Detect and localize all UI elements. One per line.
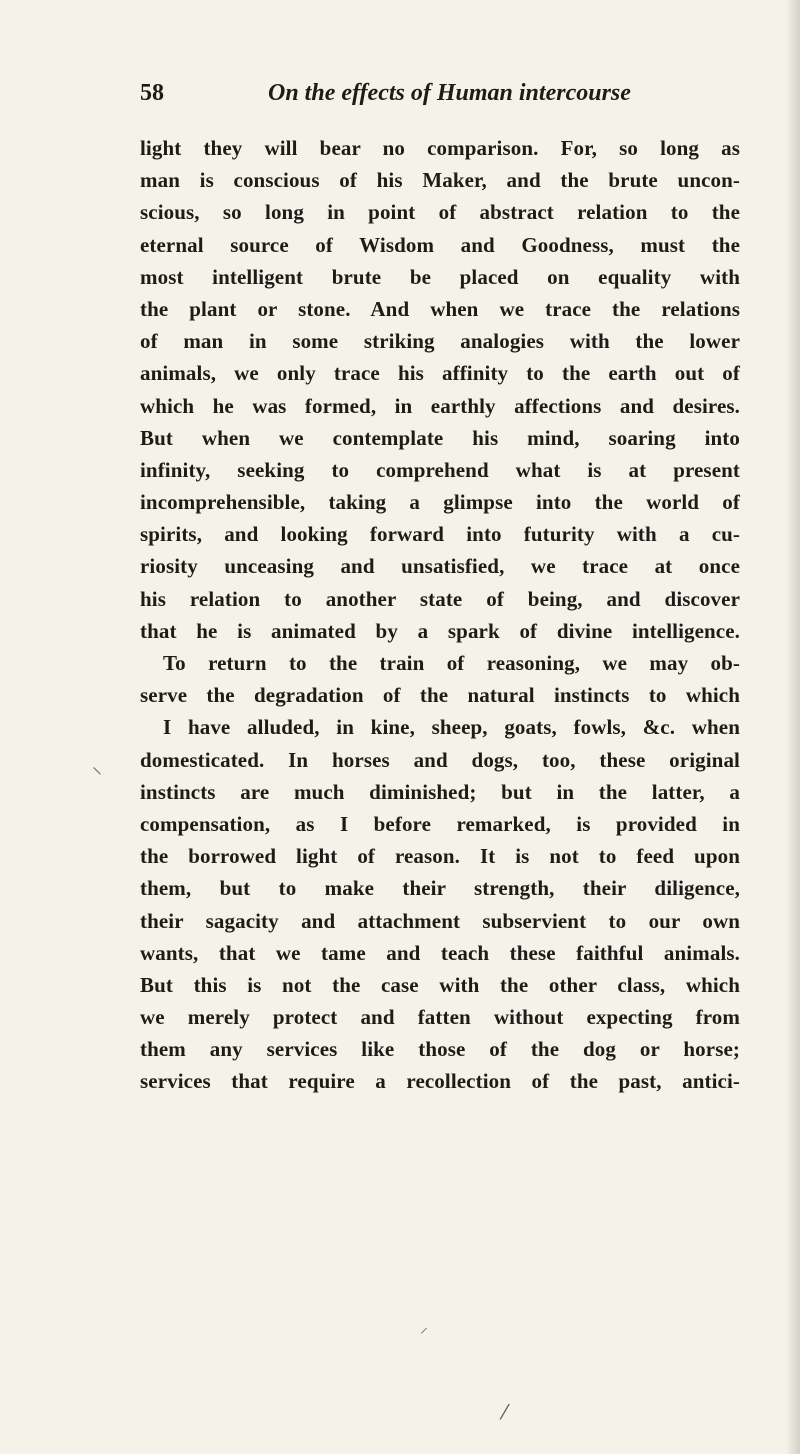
text-line: domesticated. In horses and dogs, too, these original (140, 747, 740, 772)
text-line: the borrowed light of reason. It is not to feed upon (140, 844, 740, 869)
text-line: their sagacity and attachment subservient to our own (140, 908, 740, 933)
text-line: riosity unceasing and unsatisfied, we trace at once (140, 554, 740, 579)
ink-speck-mark: ⁄ (503, 1400, 507, 1424)
text-line: animals, we only trace his affinity to the earth out of (140, 361, 740, 386)
text-line: the plant or stone. And when we trace the relations (140, 296, 740, 321)
text-line: man is conscious of his Maker, and the brute uncon- (140, 168, 740, 193)
text-line: infinity, seeking to comprehend what is at present (140, 457, 740, 482)
text-line: of man in some striking analogies with the lower (140, 329, 740, 354)
text-line: To return to the train of reasoning, we may ob- (163, 651, 740, 675)
text-line: instincts are much diminished; but in the latter, a (140, 779, 740, 804)
text-line: wants, that we tame and teach these faithful animals. (140, 940, 740, 965)
text-line: services that require a recollection of the past, antici- (140, 1069, 740, 1094)
page-number: 58 (140, 80, 164, 106)
text-line: them, but to make their strength, their diligence, (140, 876, 740, 901)
text-line: I have alluded, in kine, sheep, goats, fowls, &c. when (163, 715, 740, 740)
text-line: incomprehensible, taking a glimpse into the world of (140, 490, 740, 515)
text-line: them any services like those of the dog or horse; (140, 1037, 740, 1062)
page-header (140, 78, 740, 118)
text-line: which he was formed, in earthly affections and desires. (140, 393, 740, 418)
text-line: But this is not the case with the other class, which (140, 972, 740, 997)
text-line: most intelligent brute be placed on equality with (140, 264, 740, 289)
text-line: light they will bear no comparison. For, so long as (140, 136, 740, 160)
text-line: serve the degradation of the natural instincts to which (140, 683, 740, 708)
running-title: On the effects of Human intercourse (268, 80, 631, 106)
text-line: eternal source of Wisdom and Goodness, must the (140, 232, 740, 257)
text-line: that he is animated by a spark of divine intelligence. (140, 618, 740, 643)
text-line: spirits, and looking forward into futurity with a cu- (140, 522, 740, 547)
text-line: compensation, as I before remarked, is provided in (140, 811, 740, 836)
text-line: But when we contemplate his mind, soaring into (140, 425, 740, 450)
body-text (140, 132, 740, 1098)
ink-speck-mark: ⸜ (92, 754, 102, 778)
page-edge-shadow (786, 0, 800, 1454)
text-line: his relation to another state of being, and discover (140, 586, 740, 611)
ink-speck-mark: ⸍ (420, 1324, 429, 1343)
text-line: we merely protect and fatten without expecting from (140, 1005, 740, 1030)
text-line: scious, so long in point of abstract relation to the (140, 200, 740, 225)
